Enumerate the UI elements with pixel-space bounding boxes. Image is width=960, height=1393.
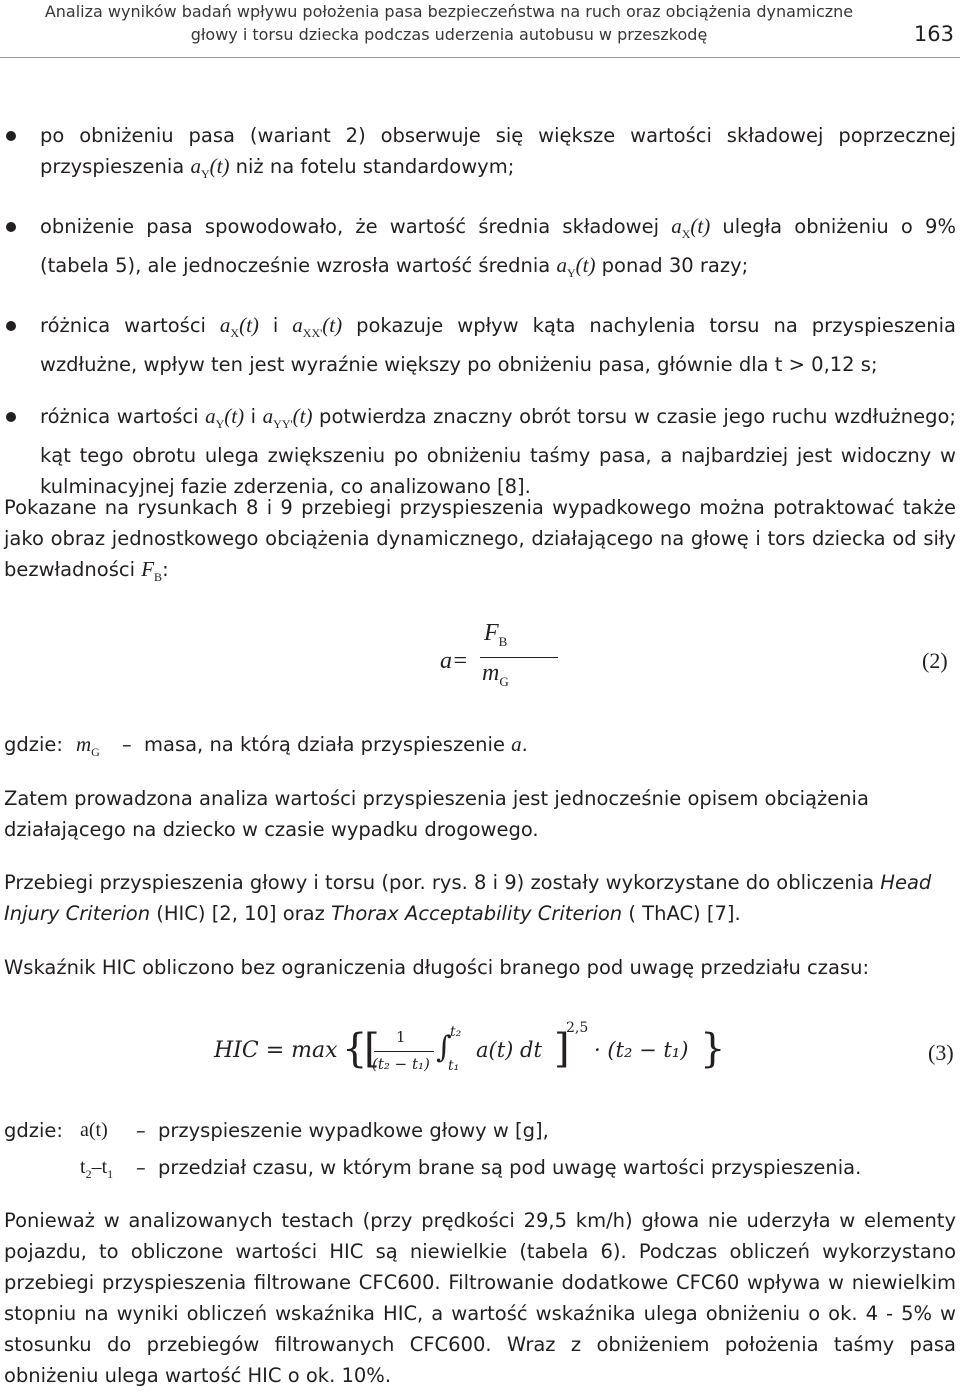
math-arg: (t) xyxy=(322,313,343,337)
bullet-text: i xyxy=(244,405,263,428)
math-subscript: XX' xyxy=(302,326,323,340)
paragraph-text: (HIC) [2, 10] oraz xyxy=(150,902,332,925)
integrand: a(t) dt xyxy=(476,1038,542,1062)
paragraph-poniewaz: Ponieważ w analizowanych testach (przy prędkości 29,5 km/h) głowa nie uderzyła w elementy pojazdu, to obliczone wartości HIC są niewielkie (tabela 6). Podczas obliczeń wykorzystano przebiegi przyspieszenia filtrowane CFC600. Filtrowanie dodatkowe CFC60 wpływa w niewielkim stopniu na wyniki obliczeń wskaźnika HIC, a wartość wskaźnika ulega obniżeniu o ok. 4 - 5% w stosunku do przebiegów filtrowanych CFC600. Wraz z obniżeniem położenia taśmy pasa obniżeniu ulega wartość HIC o ok. 10%. xyxy=(4,1209,956,1387)
math-var: a xyxy=(190,154,201,178)
integral-upper: t₂ xyxy=(450,1024,462,1040)
bullet-dot xyxy=(6,412,16,422)
running-title-line2: głowy i torsu dziecka podczas uderzenia autobusu w przeszkodę xyxy=(190,25,708,44)
fraction-bar xyxy=(374,1051,434,1052)
math-subscript: X xyxy=(681,227,691,241)
math-subscript: 2 xyxy=(85,1167,92,1181)
equation-numerator xyxy=(484,620,507,650)
bullet-item-2 xyxy=(0,211,960,289)
math-var: a xyxy=(511,732,522,756)
bullet-dot xyxy=(6,321,16,331)
definition-key: gdzie: xyxy=(4,1119,63,1142)
definition-dash: – xyxy=(136,1119,146,1142)
math-subscript: B xyxy=(498,634,508,649)
math-arg: (t) xyxy=(239,313,259,337)
equation-lhs: a= xyxy=(440,648,469,674)
math-subscript: Y xyxy=(215,417,225,431)
page-number: 163 xyxy=(913,22,954,46)
math-arg: (t) xyxy=(575,253,596,277)
math-subscript: 1 xyxy=(107,1167,114,1181)
math-var: –t xyxy=(91,1156,108,1178)
math-subscript: B xyxy=(154,570,163,584)
bullet-text: pokazuje wpływ kąta nachylenia torsu na przyspieszenia wzdłużne, wpływ ten jest wyraźnie większy po obniżeniu pasa, głównie dla t > 0,12 s; xyxy=(40,314,956,376)
exponent: 2,5 xyxy=(566,1020,589,1036)
paragraph-text: Pokazane na rysunkach 8 i 9 przebiegi przyspieszenia wypadkowego można potraktować także jako obraz jednostkowego obciążenia dynamicznego, działającego na głowę i tors dziecka od siły bezwładności xyxy=(4,496,956,581)
fraction-bar xyxy=(480,657,558,658)
paragraph-text: : xyxy=(162,558,169,581)
math-var: a xyxy=(262,404,274,428)
right-bracket: ] xyxy=(554,1026,570,1072)
math-arg: (t) xyxy=(209,154,230,178)
integral-sign: ∫ xyxy=(436,1030,452,1065)
bullet-text: i xyxy=(258,314,293,337)
math-subscript: G xyxy=(499,674,509,689)
definition-text: . xyxy=(521,733,528,756)
math-arg: (t) xyxy=(224,404,245,428)
definition-key: gdzie: xyxy=(4,733,63,756)
math-symbol xyxy=(262,404,313,431)
left-brace: { xyxy=(342,1026,368,1072)
paragraph-rysunki xyxy=(4,492,956,593)
running-title xyxy=(4,0,894,46)
equation-label: (2) xyxy=(922,648,948,673)
paragraph-wskaznik: Wskaźnik HIC obliczono bez ograniczenia długości branego pod uwagę przedziału czasu: xyxy=(4,956,870,979)
definition-row xyxy=(4,1152,956,1184)
paragraph-italic: Head Injury Criterion xyxy=(4,871,932,925)
math-symbol xyxy=(671,214,711,241)
equation-lhs: HIC = max xyxy=(214,1038,338,1063)
math-arg: (t) xyxy=(690,214,711,238)
definition-desc: przyspieszenie wypadkowe głowy w [g], xyxy=(158,1119,549,1142)
math-var: a xyxy=(219,313,231,337)
fraction-numerator: 1 xyxy=(396,1028,406,1046)
left-bracket: [ xyxy=(364,1026,380,1072)
definition-row xyxy=(4,1115,956,1147)
bullet-text: potwierdza znaczny obrót torsu w czasie jego ruchu wzdłużnego; kąt tego obrotu ulega zwiększeniu po obniżeniu taśmy pasa, a najbardziej jest widoczny w kulminacyjnej fazie zderzenia, co analizowano [8]. xyxy=(40,405,956,498)
definition-symbol xyxy=(76,729,100,768)
definition-symbol xyxy=(80,1152,113,1190)
bullet-text: uległa obniżeniu o 9% (tabela 5), ale jednocześnie wzrosła wartość średnia xyxy=(40,215,956,277)
math-var: m xyxy=(482,660,500,686)
math-var: a xyxy=(671,214,682,238)
math-var: a xyxy=(556,253,567,277)
math-var: F xyxy=(484,620,499,646)
paragraph-zatem: Zatem prowadzona analiza wartości przyspieszenia jest jednocześnie opisem obciążenia działającego na dziecko w czasie wypadku drogowego. xyxy=(4,787,869,841)
bullet-text: różnica wartości xyxy=(40,314,220,337)
math-subscript: G xyxy=(91,745,100,759)
running-header xyxy=(0,0,960,60)
bullet-item-3 xyxy=(0,310,960,380)
bullet-text: niż na fotelu standardowym; xyxy=(229,155,515,178)
equation-denominator xyxy=(482,660,509,690)
paragraph-text: ( ThAC) [7]. xyxy=(622,902,741,925)
paragraph-italic: Thorax Acceptability Criterion xyxy=(331,902,623,925)
math-var: t xyxy=(80,1156,86,1178)
math-symbol xyxy=(141,557,163,584)
math-subscript: YY' xyxy=(273,417,293,431)
equation-tail: · (t₂ − t₁) xyxy=(594,1038,689,1062)
bullet-text: różnica wartości xyxy=(40,405,206,428)
bullet-text: po obniżeniu pasa (wariant 2) obserwuje się większe wartości składowej poprzecznej przyspieszenia xyxy=(40,124,956,178)
bullet-item-4 xyxy=(0,401,960,502)
equation-3 xyxy=(214,1020,734,1090)
definition-desc: przedział czasu, w którym brane są pod uwagę wartości przyspieszenia. xyxy=(158,1156,862,1179)
math-arg: (t) xyxy=(292,404,313,428)
bullet-dot xyxy=(6,131,16,141)
paragraph-przebiegi xyxy=(4,867,956,929)
header-divider xyxy=(0,57,960,58)
equation-2 xyxy=(440,618,960,698)
bullet-item-1 xyxy=(0,120,960,190)
right-brace: } xyxy=(700,1026,726,1072)
math-subscript: X xyxy=(230,326,240,340)
math-var: a xyxy=(205,404,216,428)
math-var: F xyxy=(141,557,155,581)
running-title-line1: Analiza wyników badań wpływu położenia pasa bezpieczeństwa na ruch oraz obciążenia dynamiczne xyxy=(44,2,854,21)
math-subscript: Y xyxy=(566,266,576,280)
bullet-text: obniżenie pasa spowodowało, że wartość średnia składowej xyxy=(40,215,672,238)
equation-label: (3) xyxy=(928,1040,954,1065)
math-var: m xyxy=(76,732,92,756)
math-symbol xyxy=(219,313,259,340)
fraction-denominator: (t₂ − t₁) xyxy=(372,1055,430,1073)
definition-dash: – xyxy=(136,1156,146,1179)
paragraph-text: Przebiegi przyspieszenia głowy i torsu (por. rys. 8 i 9) zostały wykorzystane do obliczenia xyxy=(4,871,881,894)
math-symbol xyxy=(190,154,230,181)
math-symbol xyxy=(292,313,343,340)
definition-row xyxy=(4,729,956,761)
definition-dash: – xyxy=(122,733,132,756)
math-symbol xyxy=(556,253,596,280)
integral-lower: t₁ xyxy=(448,1058,460,1074)
definition-desc xyxy=(144,729,528,760)
bullet-list xyxy=(0,120,960,502)
math-symbol xyxy=(205,404,245,431)
definition-symbol: a(t) xyxy=(80,1119,108,1141)
math-var: a xyxy=(292,313,303,337)
math-subscript: Y xyxy=(200,167,210,181)
bullet-dot xyxy=(6,222,16,232)
bullet-text: ponad 30 razy; xyxy=(595,254,749,277)
definition-text: masa, na którą działa przyspieszenie xyxy=(144,733,512,756)
